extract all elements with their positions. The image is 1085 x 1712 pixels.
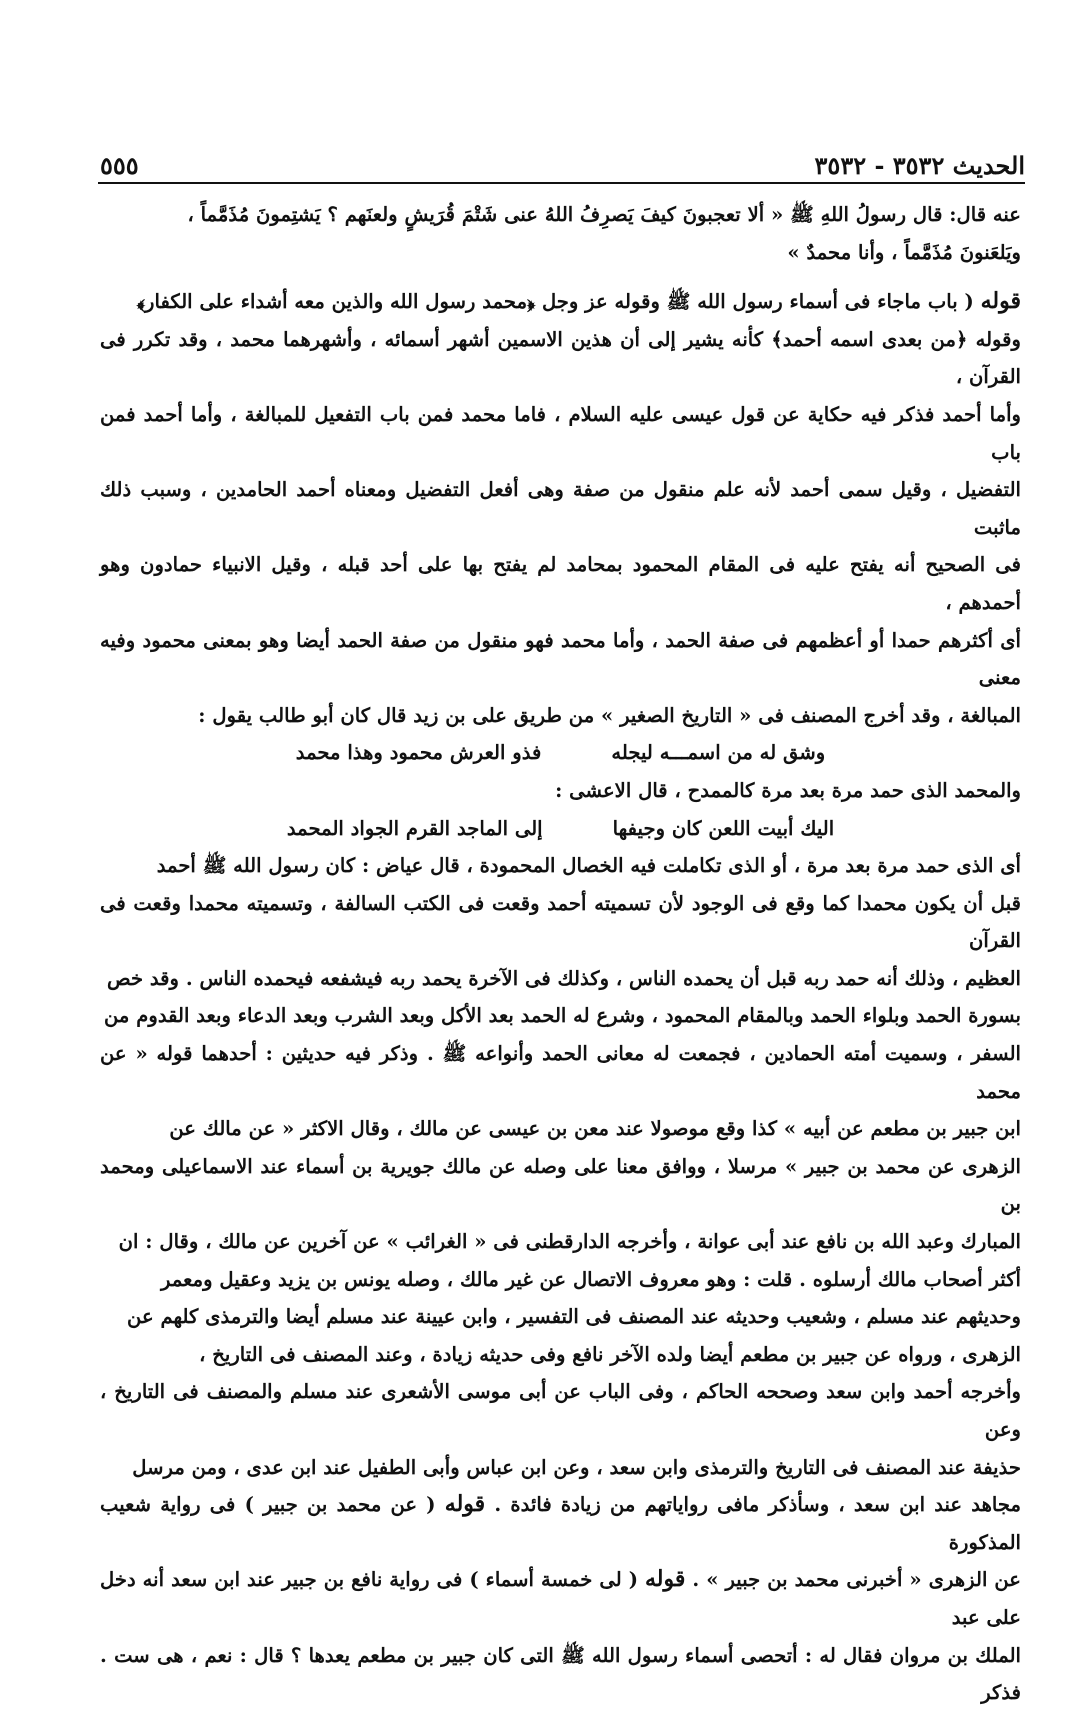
hadith-line: عنه قال: قال رسولُ اللهِ ﷺ « ألا تعجبونَ كيفَ يَصرِفُ اللهُ عنى شَتْمَ قُرَيشٍ ولعنَهم ؟ يَشتِمونَ مُذَمَّماً ، bbox=[187, 203, 1021, 226]
commentary-line: وأما أحمد فذكر فيه حكاية عن قول عيسى عليه السلام ، فاما محمد فمن باب التفعيل للمبالغة ، وأما أحمد فمن باب bbox=[100, 402, 1021, 464]
keyword-qawluhu: قوله bbox=[645, 1566, 686, 1593]
commentary-line: وحديثهم عند مسلم ، وشعيب وحديثه عند المصنف فى التفسير ، وابن عيينة عند مسلم أيضا والترمذى كلهم عن bbox=[127, 1305, 1021, 1329]
commentary-line: أى الذى حمد مرة بعد مرة ، أو الذى تكاملت فيه الخصال المحمودة ، قال عياض : كان رسول الله ﷺ أحمد bbox=[156, 854, 1021, 878]
commentary-line: السفر ، وسميت أمته الحمادين ، فجمعت له معانى الحمد وأنواعه ﷺ . وذكر فيه حديثين : أحدهما قوله « عن محمد bbox=[100, 1042, 1021, 1103]
running-title: الحديث ٣٥٣٢ - ٣٥٣٢ bbox=[814, 151, 1025, 180]
commentary-line: الملك بن مروان فقال له : أتحصى أسماء رسول الله ﷺ التى كان جبير بن مطعم يعدها ؟ قال : نعم ، هى ست . فذكر bbox=[100, 1643, 1021, 1705]
commentary-line: مجاهد عند ابن سعد ، وسأذكر مافى رواياتهم من زيادة فائدة . قوله ( عن محمد بن جبير ) فى رواية شعيب المذكورة bbox=[100, 1491, 1022, 1554]
poetry-verse bbox=[100, 734, 1021, 772]
commentary-line: قوله ( باب ماجاء فى أسماء رسول الله ﷺ وقوله عز وجل ﴿محمد رسول الله والذين معه أشداء على الكفار﴾ bbox=[136, 288, 1021, 315]
commentary-line: ابن جبير بن مطعم عن أبيه » كذا وقع موصولا عند معن بن عيسى عن مالك ، وقال الاكثر « عن مالك عن bbox=[169, 1117, 1021, 1141]
commentary-line: والمحمد الذى حمد مرة بعد مرة كالممدح ، قال الاعشى : bbox=[555, 778, 1021, 802]
commentary-line: وأخرجه أحمد وابن سعد وصححه الحاكم ، وفى الباب عن أبى موسى الأشعرى عند مسلم والمصنف فى التاريخ ، وعن bbox=[100, 1380, 1021, 1441]
header-rule bbox=[98, 182, 1025, 184]
page-text bbox=[100, 196, 1021, 1712]
commentary-line: العظيم ، وذلك أنه حمد ربه قبل أن يحمده الناس ، وكذلك فى الآخرة يحمد ربه فيشفعه فيحمده الناس . وقد خص bbox=[106, 966, 1021, 990]
commentary-line: فى الصحيح أنه يفتح عليه فى المقام المحمود بمحامد لم يفتح بها على أحد قبله ، وقيل الانبياء حمادون وهو أحمدهم ، bbox=[100, 553, 1021, 614]
commentary-line: أى أكثرهم حمدا أو أعظمهم فى صفة الحمد ، وأما محمد فهو منقول من صفة الحمد أيضا وهو بمعنى محمود وفيه معنى bbox=[100, 628, 1021, 690]
commentary-line: عن الزهرى « أخبرنى محمد بن جبير » . قوله ( لى خمسة أسماء ) فى رواية نافع بن جبير عند ابن سعد أنه دخل على عبد bbox=[100, 1566, 1021, 1629]
verse-hemistich: فذو العرش محمود وهذا محمد bbox=[295, 741, 542, 765]
poetry-verse bbox=[100, 810, 1021, 848]
verse-hemistich: اليك أبيت اللعن كان وجيفها bbox=[612, 816, 835, 840]
commentary-line: قبل أن يكون محمدا كما وقع فى الوجود لأن تسميته أحمد وقعت فى الكتب السالفة ، وتسميته محمدا وقعت فى القرآن bbox=[100, 891, 1021, 953]
commentary-line: الزهرى عن محمد بن جبير » مرسلا ، ووافق معنا على وصله عن مالك جويرية بن أسماء عند الاسماعيلى ومحمد بن bbox=[100, 1154, 1021, 1216]
page-number: ٥٥٥ bbox=[100, 151, 139, 180]
keyword-qawluhu: قوله bbox=[980, 288, 1021, 315]
commentary-line: الزهرى ، ورواه عن جبير بن مطعم أيضا ولده الآخر نافع وفى حديثه زيادة ، وعند المصنف فى التاريخ ، bbox=[199, 1342, 1021, 1366]
commentary-line: المبارك وعبد الله بن نافع عند أبى عوانة ، وأخرجه الدارقطنى فى « الغرائب » عن آخرين عن مالك ، وقال : ان bbox=[118, 1230, 1021, 1254]
page-header bbox=[100, 140, 1025, 180]
keyword-qawluhu: قوله bbox=[444, 1491, 486, 1518]
commentary-line: بسورة الحمد وبلواء الحمد وبالمقام المحمود ، وشرع له الحمد بعد الأكل وبعد الشرب وبعد الدعاء وبعد القدوم من bbox=[104, 1004, 1021, 1028]
commentary-line: التفضيل ، وقيل سمى أحمد لأنه علم منقول من صفة وهى أفعل التفضيل ومعناه أحمد الحامدين ، وسبب ذلك ماثبت bbox=[100, 478, 1021, 539]
commentary-line: أكثر أصحاب مالك أرسلوه . قلت : وهو معروف الاتصال عن غير مالك ، وصله يونس بن يزيد وعقيل ومعمر bbox=[161, 1267, 1021, 1291]
verse-hemistich: وشق له من اسمـــه ليجله bbox=[611, 741, 826, 765]
commentary-line: حذيفة عند المصنف فى التاريخ والترمذى وابن سعد ، وعن ابن عباس وأبى الطفيل عند ابن عدى ، ومن مرسل bbox=[132, 1455, 1021, 1479]
commentary-line: المبالغة ، وقد أخرج المصنف فى « التاريخ الصغير » من طريق على بن زيد قال كان أبو طالب يقول : bbox=[198, 703, 1021, 727]
verse-hemistich: إلى الماجد القرم الجواد المحمد bbox=[286, 816, 543, 840]
commentary-line: وقوله ﴿من بعدى اسمه أحمد﴾ كأنه يشير إلى أن هذين الاسمين أشهر أسمائه ، وأشهرهما محمد ، وقد تكرر فى القرآن ، bbox=[100, 327, 1021, 389]
hadith-line: ويَلعَنونَ مُذَمَّماً ، وأنا محمدٌ » bbox=[787, 240, 1021, 264]
